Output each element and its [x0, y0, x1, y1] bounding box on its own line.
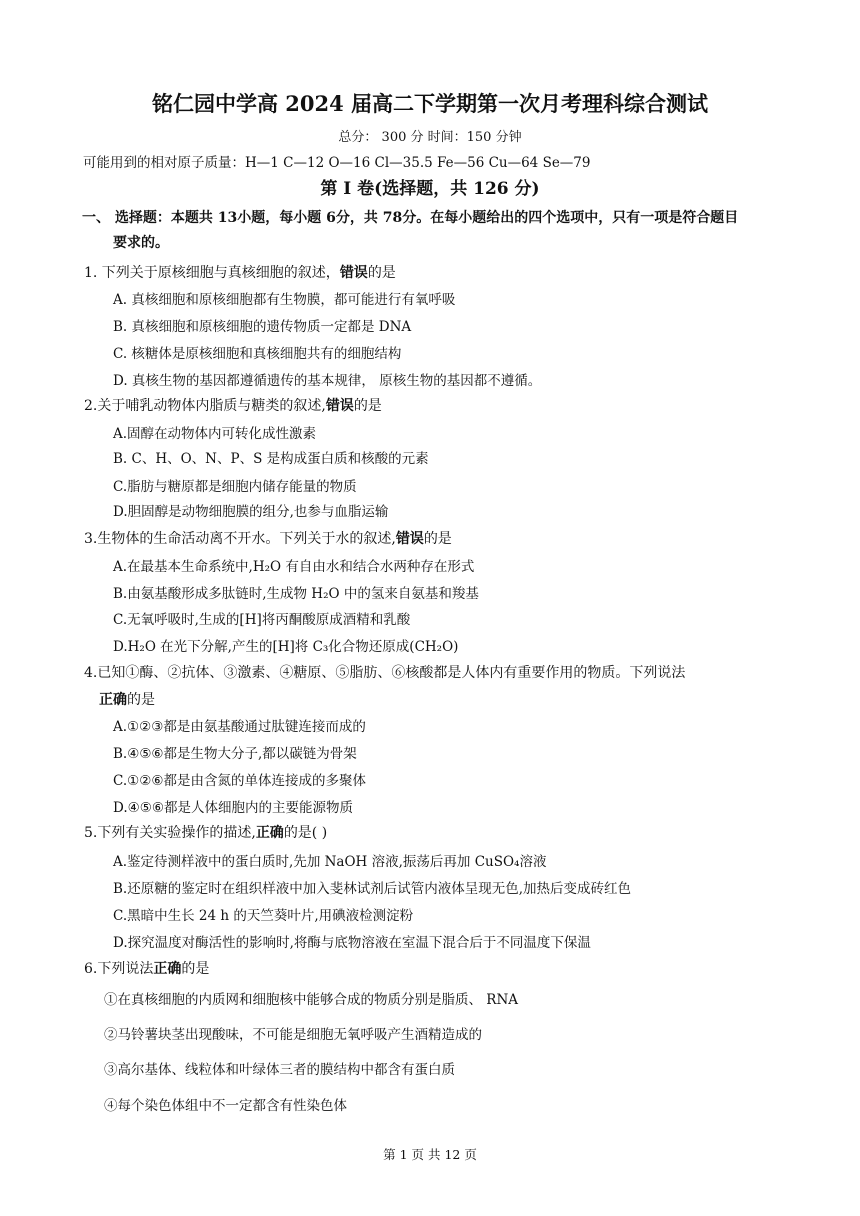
question-5-stem	[84, 822, 327, 842]
q3-option-b: B.由氨基酸形成多肽链时,生成物 H₂O 中的氢来自氨基和羧基	[113, 586, 479, 602]
q5-option-d: D.探究温度对酶活性的影响时,将酶与底物溶液在室温下混合后于不同温度下保温	[113, 935, 591, 951]
page-number: 第 1 页 共 12 页	[383, 1147, 477, 1162]
stem-text: 的是	[127, 692, 155, 708]
exam-title: 铭仁园中学高 2024 届高二下学期第一次月考理科综合测试	[151, 91, 709, 116]
stem-emphasis: 正确	[153, 961, 182, 977]
question-3-stem	[84, 528, 452, 548]
q1-option-a: A. 真核细胞和原核细胞都有生物膜，都可能进行有氧呼吸	[113, 292, 456, 308]
question-6-stem	[84, 958, 209, 978]
q1-option-b: B. 真核细胞和原核细胞的遗传物质一定都是 DNA	[113, 319, 412, 335]
q4-option-b: B.④⑤⑥都是生物大分子,都以碳链为骨架	[113, 746, 357, 762]
stem-text: 的是	[367, 265, 396, 281]
stem-emphasis: 错误	[395, 531, 424, 547]
q3-option-d: D.H₂O 在光下分解,产生的[H]将 C₃化合物还原成(CH₂O)	[113, 639, 459, 655]
q3-option-a: A.在最基本生命系统中,H₂O 有自由水和结合水两种存在形式	[113, 559, 475, 575]
stem-text: 3.生物体的生命活动离不开水。下列关于水的叙述,	[84, 531, 396, 547]
question-4-stem-cont	[99, 689, 155, 709]
question-1-stem	[84, 262, 396, 282]
stem-text: 的是	[353, 398, 382, 414]
q5-option-c: C.黑暗中生长 24 h 的天竺葵叶片,用碘液检测淀粉	[113, 908, 414, 924]
section-heading: 一、 选择题：本题共 13小题，每小题 6分，共 78分。在每小题给出的四个选项中，只有一项是符合题目	[82, 210, 739, 226]
q4-option-d: D.④⑤⑥都是人体细胞内的主要能源物质	[113, 800, 353, 816]
q1-option-d: D. 真核生物的基因都遵循遗传的基本规律， 原核生物的基因都不遵循。	[113, 373, 542, 389]
q2-option-a: A.固醇在动物体内可转化成性激素	[113, 426, 317, 442]
stem-text: 2.关于哺乳动物体内脂质与糖类的叙述,	[84, 398, 326, 414]
q2-option-d: D.胆固醇是动物细胞膜的组分,也参与血脂运输	[113, 504, 389, 520]
q6-item-4: ④每个染色体组中不一定都含有性染色体	[104, 1098, 347, 1114]
stem-text: 的是	[181, 961, 210, 977]
q2-option-b: B. C、H、O、N、P、S 是构成蛋白质和核酸的元素	[113, 451, 429, 467]
q6-item-1: ①在真核细胞的内质网和细胞核中能够合成的物质分别是脂质、 RNA	[104, 992, 519, 1008]
stem-text: 6.下列说法	[84, 961, 154, 977]
section-heading-cont: 要求的。	[113, 235, 169, 251]
q2-option-c: C.脂肪与糖原都是细胞内储存能量的物质	[113, 479, 357, 495]
atomic-masses: 可能用到的相对原子质量：H—1 C—12 O—16 Cl—35.5 Fe—56 Cu—64 Se—79	[83, 155, 591, 171]
question-2-stem	[84, 395, 382, 415]
q1-option-c: C. 核糖体是原核细胞和真核细胞共有的细胞结构	[113, 346, 402, 362]
question-4-stem: 4.已知①酶、②抗体、③激素、④糖原、⑤脂肪、⑥核酸都是人体内有重要作用的物质。下列说法	[84, 665, 686, 681]
q6-item-2: ②马铃薯块茎出现酸味，不可能是细胞无氧呼吸产生酒精造成的	[104, 1027, 482, 1043]
q3-option-c: C.无氧呼吸时,生成的[H]将丙酮酸原成酒精和乳酸	[113, 612, 411, 628]
q5-option-b: B.还原糖的鉴定时在组织样液中加入斐林试剂后试管内液体呈现无色,加热后变成砖红色	[113, 881, 632, 897]
q5-option-a: A.鉴定待测样液中的蛋白质时,先加 NaOH 溶液,振荡后再加 CuSO₄溶液	[113, 854, 547, 870]
stem-emphasis: 正确	[99, 692, 127, 708]
stem-emphasis: 正确	[255, 825, 284, 841]
stem-text: 的是	[423, 531, 452, 547]
q6-item-3: ③高尔基体、线粒体和叶绿体三者的膜结构中都含有蛋白质	[104, 1062, 455, 1078]
stem-emphasis: 错误	[339, 265, 368, 281]
part-title: 第 I 卷(选择题，共 126 分)	[320, 179, 540, 199]
exam-subtitle: 总分： 300 分 时间：150 分钟	[338, 130, 522, 145]
stem-text: 的是( )	[283, 825, 328, 841]
stem-text: 5.下列有关实验操作的描述,	[84, 825, 256, 841]
stem-text: 1. 下列关于原核细胞与真核细胞的叙述，	[84, 265, 340, 281]
stem-emphasis: 错误	[325, 398, 354, 414]
q4-option-c: C.①②⑥都是由含氮的单体连接成的多聚体	[113, 773, 366, 789]
q4-option-a: A.①②③都是由氨基酸通过肽键连接而成的	[113, 719, 366, 735]
